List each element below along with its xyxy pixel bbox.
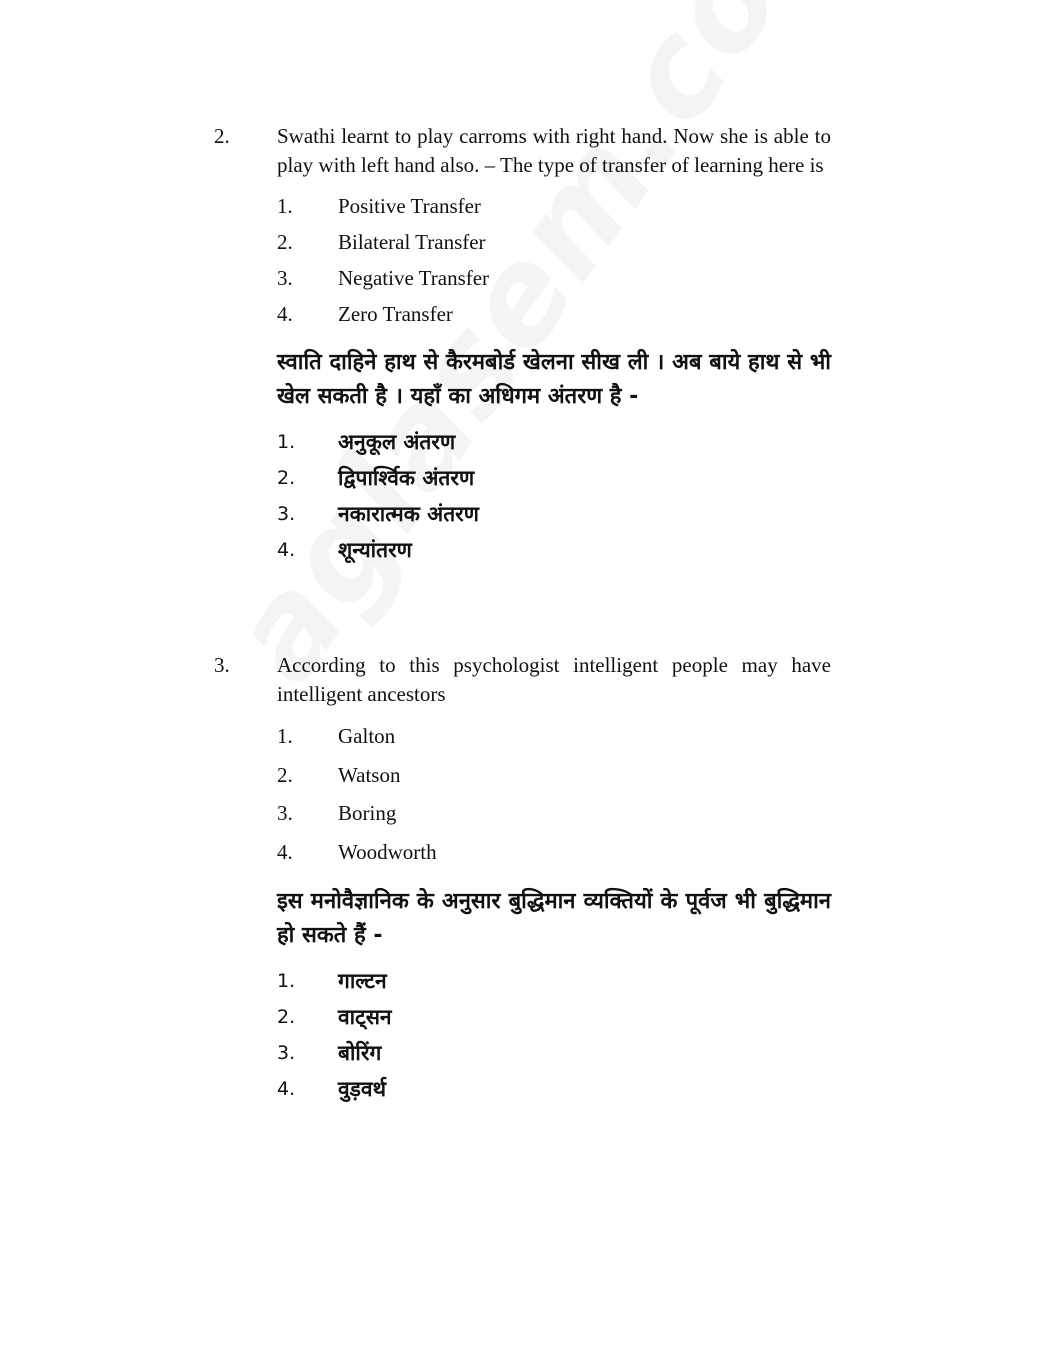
option-number: 2. — [277, 1006, 296, 1028]
option-2 — [277, 224, 831, 260]
option-number: 2. — [277, 467, 296, 489]
question-2 — [214, 122, 831, 568]
options-english — [277, 188, 831, 332]
option-label: गाल्टन — [338, 969, 387, 993]
option-number: 4. — [277, 1078, 296, 1100]
option-3 — [277, 794, 831, 833]
question-number: 2. — [214, 124, 230, 148]
option-number: 1. — [277, 970, 296, 992]
option-1-hindi — [277, 424, 831, 460]
option-number: 4. — [277, 302, 293, 326]
option-number: 1. — [277, 431, 296, 453]
question-number: 3. — [214, 653, 230, 677]
option-label: Zero Transfer — [338, 302, 453, 326]
option-number: 1. — [277, 724, 293, 748]
option-number: 3. — [277, 801, 293, 825]
options-hindi — [277, 963, 831, 1107]
option-label: Boring — [338, 801, 397, 825]
option-number: 2. — [277, 230, 293, 254]
question-3 — [214, 651, 831, 1107]
option-4-hindi — [277, 532, 831, 568]
option-1 — [277, 717, 831, 756]
option-2-hindi — [277, 460, 831, 496]
option-label: Positive Transfer — [338, 194, 481, 218]
option-number: 1. — [277, 194, 293, 218]
option-label: शून्यांतरण — [338, 538, 412, 562]
option-label: वुड़वर्थ — [338, 1077, 387, 1101]
option-number: 3. — [277, 503, 296, 525]
option-2-hindi — [277, 999, 831, 1035]
option-4-hindi — [277, 1071, 831, 1107]
option-label: Woodworth — [338, 839, 437, 864]
option-3-hindi — [277, 1035, 831, 1071]
option-label: बोरिंग — [338, 1041, 382, 1065]
option-3-hindi — [277, 496, 831, 532]
option-number: 4. — [277, 839, 293, 864]
option-2 — [277, 756, 831, 795]
option-4 — [277, 833, 831, 872]
option-number: 2. — [277, 762, 293, 787]
option-number: 4. — [277, 539, 296, 561]
option-1-hindi — [277, 963, 831, 999]
option-1 — [277, 188, 831, 224]
option-label: वाट्सन — [338, 1005, 392, 1029]
option-label: Bilateral Transfer — [338, 230, 486, 254]
option-label: द्विपार्श्विक अंतरण — [338, 466, 475, 490]
option-number: 3. — [277, 266, 293, 290]
option-label: Watson — [338, 762, 401, 787]
question-text-hindi: इस मनोवैज्ञानिक के अनुसार बुद्धिमान व्यक्तियों के पूर्वज भी बुद्धिमान हो सकते हैं - — [277, 889, 831, 948]
options-hindi — [277, 424, 831, 568]
option-number: 3. — [277, 1042, 296, 1064]
question-text-hindi: स्वाति दाहिने हाथ से कैरमबोर्ड खेलना सीख ली । अब बाये हाथ से भी खेल सकती है । यहाँ का अधिगम अंतरण है - — [277, 350, 831, 409]
option-label: Negative Transfer — [338, 266, 490, 290]
options-english — [277, 717, 831, 871]
question-text-english: Swathi learnt to play carroms with right hand. Now she is able to play with left hand also. – The type of transfer of learning here is — [277, 124, 831, 177]
option-label: Galton — [338, 724, 396, 748]
question-text-english: According to this psychologist intelligent people may have intelligent ancestors — [277, 653, 831, 706]
option-label: अनुकूल अंतरण — [338, 430, 456, 454]
option-3 — [277, 260, 831, 296]
option-4 — [277, 296, 831, 332]
option-label: नकारात्मक अंतरण — [338, 502, 479, 526]
